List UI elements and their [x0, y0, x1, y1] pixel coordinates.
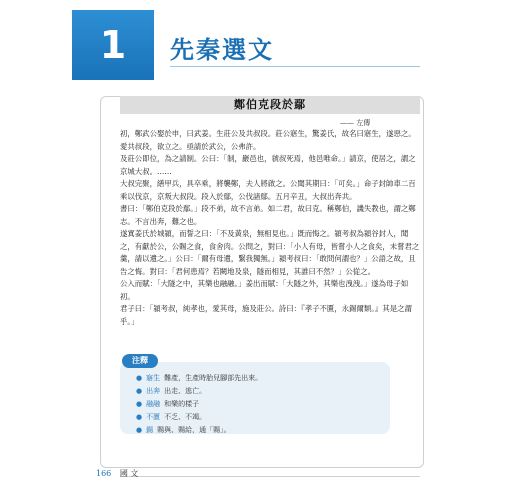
- note-text: 和樂的樣子: [164, 400, 200, 408]
- page-footer: [96, 468, 138, 479]
- title-divider: [170, 66, 420, 67]
- chapter-number: 1: [72, 10, 154, 80]
- document-source: —— 左傳: [340, 119, 371, 127]
- note-item: [136, 385, 356, 398]
- book-label: 國 文: [119, 469, 139, 478]
- paragraph: 公入而賦：「大隧之中，其樂也融融。」姜出而賦：「大隧之外，其樂也洩洩。」遂為母子如初。: [120, 279, 409, 301]
- notes-list: [136, 372, 356, 437]
- document-body: [120, 128, 420, 328]
- note-term: 錫: [146, 426, 154, 434]
- paragraph: 君子曰：「潁考叔，純孝也，愛其母，施及莊公。詩曰：『孝子不匱，永錫爾類。』其是之謂乎。」: [120, 304, 412, 326]
- note-term: 寤生: [146, 374, 161, 382]
- note-item: [136, 372, 356, 385]
- note-text: 出走、逃亡。: [164, 387, 207, 395]
- paragraph: 大叔完聚，繕甲兵，具卒乘，將襲鄭，夫人將啟之。公聞其期曰：「可矣。」命子封帥車二百乘以伐京，京叛大叔段。段入於鄢，公伐諸鄢。五月辛丑，大叔出奔共。: [120, 179, 416, 201]
- note-item: [136, 398, 356, 411]
- document-title: 鄭伯克段於鄢: [234, 98, 306, 111]
- paragraph: 書曰：「鄭伯克段於鄢。」段不弟，故不言弟。如二君，故曰克。稱鄭伯，譏失教也，謂之鄭志。不言出奔，難之也。: [120, 204, 416, 226]
- note-item: [136, 424, 356, 437]
- bullet-icon: ●: [136, 400, 143, 408]
- note-term: 融融: [146, 400, 161, 408]
- note-text: 賜與、賜給，通「賜」。: [157, 426, 231, 434]
- bullet-icon: ●: [136, 374, 143, 382]
- bullet-icon: ●: [136, 413, 143, 421]
- note-item: [136, 411, 356, 424]
- footer-divider: [120, 476, 420, 477]
- paragraph: 初，鄭武公娶於申，曰武姜。生莊公及共叔段。莊公寤生，驚姜氏，故名曰寤生，遂惡之。愛共叔段，欲立之。亟請於武公，公弗許。: [120, 129, 416, 151]
- paragraph: 及莊公即位，為之請制。公曰：「制，巖邑也，虢叔死焉，他邑唯命。」請京，使居之，謂之京城大叔。……: [120, 154, 416, 176]
- page-number: 166: [96, 469, 112, 478]
- note-text: 難產，生產時胎兒腳部先出來。: [164, 374, 263, 382]
- note-term: 出奔: [146, 387, 161, 395]
- bullet-icon: ●: [136, 387, 143, 395]
- chapter-title: 先秦選文: [170, 35, 274, 64]
- paragraph: 遂寘姜氏於城潁，而誓之曰：「不及黃泉，無相見也。」既而悔之。潁考叔為潁谷封人，聞之，有獻於公，公賜之食，食舍肉。公問之，對曰：「小人有母，皆嘗小人之食矣，未嘗君之羹，請以遺之。」公曰：「爾有母遺，繄我獨無。」潁考叔曰：「敢問何謂也？」公語之故，且告之悔。對曰：「君何患焉？若闕地及泉，隧而相見，其誰曰不然？」公從之。: [120, 229, 420, 276]
- note-text: 不乏、不竭。: [164, 413, 207, 421]
- note-term: 不匱: [146, 413, 161, 421]
- notes-tag: 注釋: [122, 354, 158, 368]
- bullet-icon: ●: [136, 426, 143, 434]
